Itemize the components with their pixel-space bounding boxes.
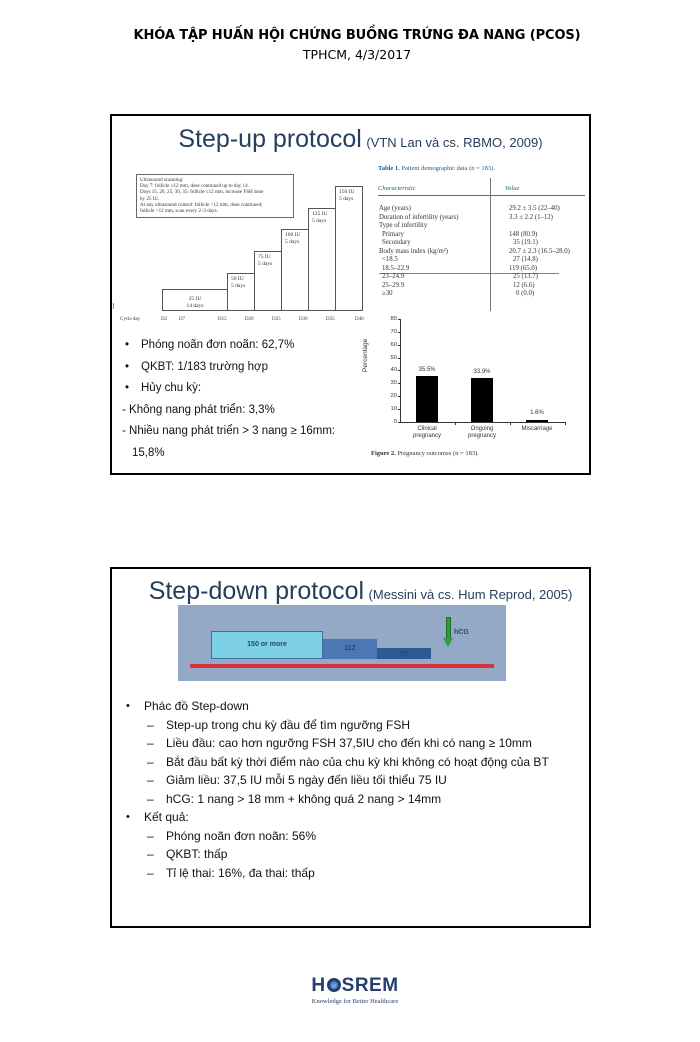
- y-tick: [398, 396, 401, 397]
- y-tick-label: 40: [390, 367, 397, 373]
- slide-title-main: Step-down protocol: [148, 577, 365, 605]
- note-line: Day 7: follicle ≤12 mm, dose continued up to day 14.: [140, 183, 249, 190]
- table-cell: Primary: [382, 230, 404, 238]
- table-cell: 148 (80.9): [509, 230, 538, 238]
- dose-block-112: 112: [323, 639, 377, 659]
- y-tick: [398, 358, 401, 359]
- step-dose: 100 IU: [285, 232, 301, 238]
- note-line: by 25 IU.: [140, 195, 160, 202]
- y-tick-label: 80: [390, 316, 397, 322]
- y-tick: [398, 319, 401, 320]
- table-cell: 12 (6.6): [513, 281, 535, 289]
- step-duration: 5 days: [285, 238, 300, 245]
- table-caption: [378, 165, 585, 172]
- cycle-baseline: [190, 664, 494, 668]
- x-axis: [400, 422, 566, 423]
- list-item: • QKBT: 1/183 trường hợp: [122, 361, 372, 383]
- ultrasound-note-box: [136, 174, 294, 218]
- step-duration: 14 days: [186, 302, 204, 309]
- table-cell: Age (years): [379, 205, 411, 212]
- axis-tick: D40: [355, 317, 364, 322]
- logo-globe-icon: [327, 978, 341, 992]
- step-dose: 150 IU: [339, 189, 355, 195]
- list-item: • Hủy chu kỳ:: [122, 382, 372, 404]
- table-cell: Type of infertility: [379, 222, 428, 229]
- step-up-results-list: [122, 339, 372, 468]
- x-tick: [565, 422, 566, 425]
- hcg-label: hCG: [454, 629, 469, 636]
- slide-edge-mark: [113, 303, 114, 309]
- slide-step-up: [110, 114, 591, 475]
- table-cell: 18.5–22.9: [382, 264, 410, 272]
- note-line: At any ultrasound control: follicle >12 mm, dose continued;: [140, 201, 263, 208]
- hosrem-logo: [300, 975, 410, 1005]
- logo-text: H: [311, 975, 326, 996]
- step-dose: 50 IU: [231, 276, 244, 282]
- table-cell: 29.2 ± 3.5 (22–40): [509, 205, 560, 212]
- patient-demographics-table: [375, 165, 585, 311]
- x-category-label: Clinical pregnancy: [412, 426, 442, 439]
- list-item: • Kết quả:: [126, 808, 586, 827]
- hcg-arrowhead-icon: [443, 638, 453, 647]
- slide-title: [122, 125, 599, 154]
- axis-tick: D2: [161, 317, 168, 322]
- dose-block-75: 75: [377, 648, 431, 659]
- document-title: KHÓA TẬP HUẤN HỘI CHỨNG BUỒNG TRỨNG ĐA NANG (PCOS): [133, 28, 581, 43]
- axis-tick: D7: [179, 317, 186, 322]
- axis-tick: D25: [272, 317, 281, 322]
- list-subitem: – Liều đầu: cao hơn ngưỡng FSH 37,5IU cho đến khi có nang ≥ 10mm: [126, 734, 586, 753]
- step-down-list: [126, 697, 586, 882]
- step-125iu: [308, 208, 336, 311]
- list-subitem: – QKBT: thấp: [126, 845, 586, 864]
- list-subitem: – hCG: 1 nang > 18 mm + không quá 2 nang > 14mm: [126, 790, 586, 809]
- y-tick: [398, 383, 401, 384]
- y-axis-label: Percentage: [362, 338, 369, 372]
- note-line: Ultrasound scanning:: [140, 177, 184, 183]
- list-item: • Phác đồ Step-down: [126, 697, 586, 716]
- x-category-label: Miscarriage: [521, 426, 553, 432]
- slide-title-main: Step-up protocol: [178, 125, 362, 153]
- table-cell: 119 (65.0): [509, 264, 538, 272]
- note-line: follicle >12 mm, scan every 2–3 days.: [140, 208, 218, 215]
- list-subitem: – Bắt đầu bất kỳ thời điểm nào của chu kỳ khi không có hoạt động của BT: [126, 753, 586, 772]
- table-cell: ≥30: [382, 290, 393, 297]
- x-tick: [510, 422, 511, 425]
- logo-text: SREM: [341, 975, 399, 996]
- table-cell: 3.3 ± 2.2 (1–12): [509, 213, 553, 221]
- list-subitem: – Tỉ lệ thai: 16%, đa thai: thấp: [126, 864, 586, 883]
- table-cell: 25–29.9: [382, 281, 405, 289]
- table-cell: 23–24.9: [382, 273, 405, 280]
- step-dose: 25 IU: [188, 296, 202, 302]
- bar-ongoing-pregnancy: [471, 378, 493, 422]
- x-tick: [455, 422, 456, 425]
- step-duration: 5 days: [339, 195, 354, 202]
- logo-wordmark: [300, 975, 410, 997]
- slide-citation: (VTN Lan và cs. RBMO, 2009): [366, 135, 543, 150]
- step-150iu: [335, 186, 363, 311]
- bar-value-label: 35.5%: [418, 367, 436, 373]
- y-tick-label: 10: [390, 406, 397, 412]
- hcg-arrow-icon: [446, 617, 451, 639]
- list-item: 15,8%: [132, 446, 165, 459]
- list-item: • Phóng noãn đơn noãn: 62,7%: [122, 339, 372, 361]
- document-header: [0, 28, 700, 62]
- step-duration: 5 days: [258, 260, 273, 267]
- table-cell: 0 (0.0): [516, 290, 535, 297]
- step-duration: 5 days: [312, 217, 327, 224]
- table-cell: Body mass index (kg/m²): [379, 247, 449, 255]
- list-item: - Nhiều nang phát triển > 3 nang ≥ 16mm:: [122, 425, 336, 437]
- table-cell: Secondary: [382, 239, 411, 246]
- y-tick: [398, 345, 401, 346]
- table-row: [379, 290, 585, 299]
- y-tick-label: 20: [390, 393, 397, 399]
- axis-tick: D15: [218, 317, 227, 322]
- y-tick-label: 30: [390, 380, 397, 386]
- table-cell: Duration of infertility (years): [379, 213, 459, 221]
- step-75iu: [254, 251, 282, 311]
- bar-clinical-pregnancy: [416, 376, 438, 422]
- document-subtitle: TPHCM, 4/3/2017: [302, 47, 412, 62]
- table-cell: <18.5: [382, 256, 398, 263]
- step-dose: 125 IU: [312, 211, 328, 217]
- bar-miscarriage: [526, 420, 548, 422]
- table-cell: 35 (19.1): [513, 239, 538, 246]
- list-subitem: – Giảm liều: 37,5 IU mỗi 5 ngày đến liều tối thiểu 75 IU: [126, 771, 586, 790]
- axis-tick: D20: [245, 317, 254, 322]
- figure-caption: [371, 450, 479, 457]
- slide-step-down: [110, 567, 591, 928]
- pregnancy-outcomes-chart: [357, 312, 587, 462]
- y-tick: [398, 409, 401, 410]
- step-25iu: [162, 289, 228, 311]
- bar-value-label: 33.9%: [473, 369, 491, 375]
- table-cell: 27 (14.8): [513, 256, 538, 263]
- y-tick: [398, 370, 401, 371]
- list-subitem: – Step-up trong chu kỳ đầu để tìm ngưỡng FSH: [126, 716, 586, 735]
- note-line: Days 15, 20, 25, 30, 35: follicle ≤12 mm, increase FSH dose: [140, 189, 264, 196]
- y-tick: [398, 332, 401, 333]
- table-header: [378, 182, 585, 196]
- list-item: - Không nang phát triển: 3,3%: [122, 403, 275, 416]
- figure-caption-label: Figure 2.: [371, 450, 396, 457]
- step-100iu: [281, 229, 309, 311]
- table-caption-text: Patient demographic data (n = 183).: [401, 165, 495, 172]
- step-down-diagram: [178, 605, 506, 681]
- table-cell: 25 (13.7): [513, 273, 538, 280]
- y-tick-label: 70: [390, 329, 397, 335]
- y-tick-label: 50: [390, 355, 397, 361]
- slide-citation: (Messini và cs. Hum Reprod, 2005): [368, 587, 573, 602]
- table-cell: 20.7 ± 2.3 (16.5–28.0): [509, 247, 570, 255]
- list-subitem: – Phóng noãn đơn noãn: 56%: [126, 827, 586, 846]
- dose-block-150: 150 or more: [211, 631, 323, 659]
- table-caption-label: Table 1.: [378, 165, 400, 172]
- cycle-day-label: Cycle day: [120, 317, 141, 322]
- y-tick: [398, 422, 401, 423]
- slide-title: [122, 577, 599, 606]
- step-50iu: [227, 273, 255, 311]
- x-category-label: Ongoing pregnancy: [467, 426, 497, 439]
- logo-tagline: Knowledge for Better Healthcare: [311, 998, 399, 1005]
- figure-caption-text: Pregnancy outcomes (n = 183).: [397, 450, 479, 457]
- step-up-diagram: [117, 168, 371, 333]
- column-header: Characteristic: [378, 185, 416, 192]
- column-header: Value: [505, 185, 520, 192]
- y-tick-label: 60: [390, 342, 397, 348]
- axis-tick: D30: [299, 317, 308, 322]
- bar-value-label: 1.6%: [530, 410, 544, 416]
- y-tick-label: 0: [393, 419, 397, 425]
- step-dose: 75 IU: [258, 254, 271, 260]
- axis-tick: D35: [326, 317, 335, 322]
- step-duration: 5 days: [231, 282, 246, 289]
